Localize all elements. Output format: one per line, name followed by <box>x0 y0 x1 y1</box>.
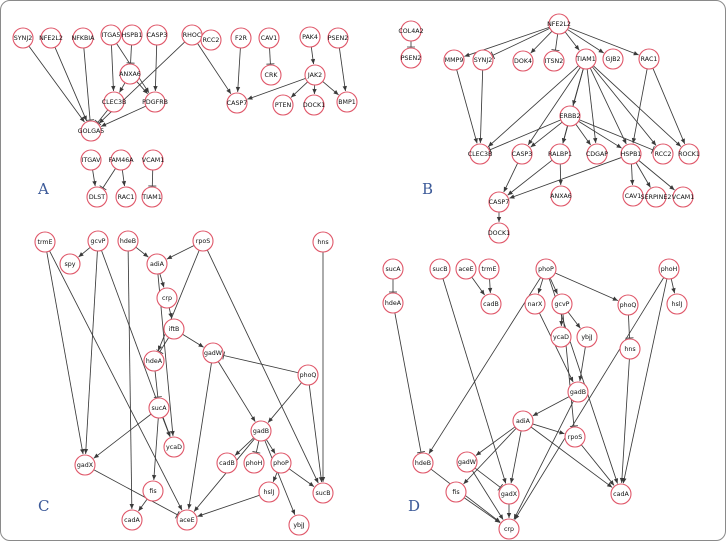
gene-node <box>489 192 510 212</box>
edge-panel-2 <box>273 472 277 482</box>
edge-panel-0 <box>100 168 116 190</box>
edge-panel-2 <box>78 247 90 257</box>
edge-panel-3 <box>620 359 630 483</box>
gene-node-label: gadB <box>252 428 270 435</box>
edge-panel-1 <box>592 67 656 146</box>
gene-node <box>122 25 143 45</box>
edge-panel-0 <box>236 48 241 92</box>
gene-node <box>164 437 184 457</box>
gene-node-label: GOLGA5 <box>77 128 105 135</box>
gene-node-label: phoP <box>273 460 289 467</box>
gene-node-label: rpoS <box>195 238 211 245</box>
gene-node <box>72 28 96 48</box>
gene-node-label: ybjJ <box>581 334 593 341</box>
gene-node <box>473 50 493 70</box>
gene-node-label: ybjJ <box>293 522 305 529</box>
gene-node <box>653 144 673 164</box>
edge-panel-3 <box>533 397 569 416</box>
gene-node <box>512 144 533 164</box>
edge-panel-0 <box>111 45 115 91</box>
edge-panel-1 <box>630 164 634 185</box>
gene-node <box>244 453 264 473</box>
edge-panel-2 <box>167 245 194 259</box>
gene-node-label: sucA <box>151 405 167 412</box>
gene-node <box>577 327 597 347</box>
gene-node-label: ANXA6 <box>119 71 141 78</box>
gene-node <box>35 232 55 252</box>
gene-node-label: cadB <box>219 460 235 467</box>
gene-node-label: RHOC <box>182 32 202 39</box>
gene-node-label: cadA <box>124 517 140 524</box>
gene-node-label: RCC2 <box>202 37 220 44</box>
gene-node-label: adiA <box>516 418 530 425</box>
edge-panel-2 <box>154 371 162 398</box>
gene-node <box>456 259 476 279</box>
gene-node <box>143 481 163 501</box>
gene-node <box>122 510 142 530</box>
edge-panel-0 <box>291 82 308 98</box>
edge-panel-2 <box>218 362 255 422</box>
gene-node-label: spy <box>64 261 76 268</box>
gene-node <box>499 484 519 504</box>
edge-panel-2 <box>289 469 314 487</box>
edge-panel-3 <box>507 504 511 518</box>
gene-node-label: hdeA <box>145 358 163 365</box>
gene-node-label: PSEN2 <box>327 35 349 42</box>
gene-node <box>81 150 101 170</box>
gene-node-label: RAC1 <box>117 194 135 201</box>
gene-node-label: CASP3 <box>146 32 168 39</box>
gene-node <box>641 187 672 207</box>
gene-node <box>398 21 423 41</box>
gene-node <box>551 327 571 347</box>
gene-node <box>300 27 320 47</box>
gene-node-label: fis <box>452 489 460 496</box>
gene-node <box>560 106 581 126</box>
gene-node <box>639 49 659 69</box>
edge-panel-2 <box>160 274 165 288</box>
gene-node-label: sucA <box>385 266 401 273</box>
gene-node <box>618 295 638 315</box>
gene-node-label: phoQ <box>299 372 317 379</box>
edge-panel-2 <box>138 499 147 511</box>
gene-node-label: gadX <box>76 462 94 469</box>
edge-panel-0 <box>339 48 347 91</box>
gene-node-label: DLST <box>88 194 106 201</box>
gene-node <box>547 14 571 34</box>
gene-node-label: SYNJ2 <box>13 35 33 42</box>
edge-panel-1 <box>531 31 552 53</box>
edge-panel-0 <box>198 43 231 93</box>
gene-node-label: hns <box>317 239 329 246</box>
gene-node-label: fis <box>149 488 157 495</box>
gene-node-label: HSPB1 <box>121 32 143 39</box>
gene-node <box>313 483 333 503</box>
gene-node-label: hdeB <box>414 460 432 467</box>
gene-node <box>101 25 121 45</box>
gene-node-label: ITSN2 <box>544 58 564 65</box>
edge-panel-3 <box>539 313 573 382</box>
gene-node-label: cadB <box>483 301 499 308</box>
gene-node-label: DOCK1 <box>487 230 511 237</box>
edge-panel-1 <box>407 41 415 47</box>
gene-node-label: gadX <box>500 491 518 498</box>
edge-panel-0 <box>311 47 315 64</box>
gene-node-label: hdeB <box>119 238 137 245</box>
gene-node-label: gadB <box>569 389 587 396</box>
edge-panel-3 <box>626 315 634 338</box>
gene-node-label: aceE <box>179 517 195 524</box>
gene-node <box>303 95 325 115</box>
edge-panel-1 <box>552 34 560 51</box>
gene-node <box>203 343 223 363</box>
panel-label: A <box>38 180 49 198</box>
edge-panel-3 <box>510 431 521 483</box>
gene-node-label: narX <box>527 301 543 308</box>
gene-node-label: CAV1 <box>260 35 278 42</box>
edge-panel-2 <box>136 247 149 257</box>
gene-node-label: hns <box>624 346 636 353</box>
gene-node-label: GJB2 <box>605 56 621 63</box>
gene-node-label: CAV1 <box>624 193 642 200</box>
gene-node <box>552 294 572 314</box>
gene-node <box>147 25 168 45</box>
gene-node-label: phoQ <box>619 302 637 309</box>
gene-node <box>337 92 357 112</box>
gene-node-label: phoP <box>538 266 554 273</box>
edge-panel-1 <box>636 163 650 188</box>
gene-node-label: phoH <box>245 460 263 467</box>
gene-node-label: NFKBIA <box>71 35 95 42</box>
gene-node <box>141 187 162 207</box>
gene-node <box>217 453 237 473</box>
panel-label: B <box>422 180 434 198</box>
gene-node <box>259 28 279 48</box>
edge-panel-1 <box>562 126 568 144</box>
gene-node-label: NFE2L2 <box>39 35 63 42</box>
gene-node-label: CLEC3B <box>467 151 493 158</box>
gene-node <box>611 484 631 504</box>
gene-node-label: phoH <box>660 266 678 273</box>
gene-node-label: trmE <box>37 239 53 246</box>
panel-label: D <box>408 497 421 515</box>
gene-node <box>177 510 197 530</box>
edge-panel-2 <box>187 363 211 509</box>
gene-node-label: CASP7 <box>488 199 510 206</box>
gene-node <box>430 259 450 279</box>
gene-node-label: ycaD <box>166 444 182 451</box>
edge-panel-3 <box>475 468 503 490</box>
gene-node <box>119 64 141 84</box>
gene-node <box>227 93 248 113</box>
gene-node <box>446 482 466 502</box>
gene-node <box>87 187 107 207</box>
edge-panel-0 <box>148 170 156 186</box>
gene-node-label: iftB <box>168 326 180 333</box>
gene-node <box>499 519 519 539</box>
panel-label: C <box>38 497 50 515</box>
gene-node-label: RAC1 <box>640 56 658 63</box>
gene-node-label: crp <box>503 526 515 533</box>
gene-node <box>75 455 95 475</box>
gene-node-label: DOK4 <box>514 58 532 65</box>
gene-node-label: COL4A2 <box>398 28 424 35</box>
edge-panel-3 <box>472 277 485 295</box>
gene-node <box>678 144 700 164</box>
edge-panel-2 <box>321 252 325 482</box>
gene-node <box>383 293 403 313</box>
gene-node-label: PAK4 <box>302 34 318 41</box>
edge-panel-0 <box>29 46 85 122</box>
edge-panel-2 <box>197 495 259 517</box>
edge-panel-0 <box>119 83 125 93</box>
gene-node <box>298 365 318 385</box>
gene-node <box>116 187 136 207</box>
edge-panel-2 <box>207 250 318 483</box>
gene-node-label: adiA <box>150 261 164 268</box>
gene-node-label: trmE <box>481 266 497 273</box>
gene-node-label: CRK <box>264 72 278 79</box>
gene-node <box>603 49 623 69</box>
gene-node-label: DOCK1 <box>302 102 326 109</box>
edge-panel-3 <box>488 279 492 293</box>
edge-panel-2 <box>194 439 255 512</box>
gene-node-label: F2R <box>234 35 248 42</box>
gene-node-label: FAM46A <box>108 157 134 164</box>
gene-node <box>568 382 588 402</box>
edge-panel-1 <box>558 164 562 185</box>
gene-node-label: TIAM1 <box>142 194 162 201</box>
edge-panel-0 <box>323 81 339 94</box>
gene-node-label: gcvP <box>554 301 570 308</box>
gene-node <box>231 28 251 48</box>
edge-panel-3 <box>581 445 614 486</box>
gene-node-label: aceE <box>458 266 474 273</box>
edge-panel-1 <box>504 163 518 192</box>
edge-panel-1 <box>593 66 681 147</box>
edge-panel-2 <box>252 441 260 453</box>
gene-node <box>525 294 545 314</box>
gene-node <box>488 223 510 243</box>
gene-node <box>149 398 169 418</box>
gene-node-label: sucB <box>432 266 448 273</box>
gene-node-label: CASP7 <box>226 100 248 107</box>
gene-node <box>144 351 164 371</box>
gene-node <box>273 95 293 115</box>
gene-node-label: ycaD <box>553 334 569 341</box>
gene-node <box>313 232 333 252</box>
gene-node-label: gadW <box>203 350 223 357</box>
gene-node <box>271 453 291 473</box>
gene-node-label: VCAM1 <box>141 157 165 164</box>
gene-node-label: gcvP <box>90 238 106 245</box>
gene-node-label: SERPINE2 <box>640 194 672 201</box>
edge-panel-0 <box>84 48 94 120</box>
gene-node-label: gadW <box>457 459 477 466</box>
edge-panel-1 <box>497 212 501 222</box>
gene-node <box>118 231 138 251</box>
gene-node <box>401 48 422 68</box>
gene-node-label: hslJ <box>263 489 275 496</box>
gene-node-label: CASP3 <box>511 151 533 158</box>
edge-panel-3 <box>568 312 580 328</box>
gene-node-label: hdeA <box>384 300 402 307</box>
gene-node <box>544 51 564 71</box>
edge-panel-2 <box>84 251 98 454</box>
gene-node <box>142 92 168 112</box>
nodes-layer <box>13 14 700 539</box>
gene-node <box>621 144 642 164</box>
gene-node-label: ERBB2 <box>559 113 581 120</box>
gene-node <box>305 65 325 85</box>
gene-node <box>182 25 202 45</box>
edge-panel-1 <box>508 160 552 195</box>
edge-panel-2 <box>152 418 158 480</box>
gene-node <box>147 254 167 274</box>
gene-node <box>102 92 127 112</box>
gene-node <box>13 28 33 48</box>
gene-node <box>164 319 184 339</box>
edge-panel-2 <box>94 414 151 458</box>
edge-panel-0 <box>266 48 274 64</box>
gene-node-label: BMP1 <box>338 99 356 106</box>
gene-node-label: crp <box>161 295 173 302</box>
gene-node-label: cadA <box>613 491 629 498</box>
gene-node-label: sucB <box>315 490 331 497</box>
gene-node-label: ITGA5 <box>101 32 121 39</box>
edge-panel-1 <box>653 68 685 144</box>
gene-node-label: VCAM1 <box>671 194 695 201</box>
gene-node <box>328 28 349 48</box>
edge-panel-1 <box>478 70 482 143</box>
gene-node-label: MMP9 <box>444 57 464 64</box>
edge-panel-2 <box>265 440 295 515</box>
gene-node-label: PSEN2 <box>400 55 422 62</box>
edge-panel-1 <box>565 32 579 50</box>
gene-node <box>550 186 572 206</box>
edge-panel-0 <box>122 170 126 186</box>
gene-node-label: CDGAP <box>585 151 609 158</box>
edge-panel-2 <box>163 417 171 436</box>
gene-node <box>383 259 403 279</box>
edge-panel-3 <box>671 279 675 294</box>
edge-panel-2 <box>309 385 323 482</box>
gene-node <box>201 30 221 50</box>
edge-panel-3 <box>476 427 515 456</box>
edge-panel-3 <box>395 313 425 453</box>
gene-node <box>565 427 585 447</box>
gene-node <box>536 259 556 279</box>
gene-node <box>672 187 694 207</box>
edge-panel-1 <box>639 160 675 190</box>
gene-node <box>60 254 80 274</box>
gene-node <box>142 150 164 170</box>
gene-node-label: rpoS <box>567 434 583 441</box>
gene-node <box>457 452 477 472</box>
gene-node-label: PDGFRB <box>142 99 168 106</box>
gene-node <box>413 453 433 473</box>
edge-panel-1 <box>568 28 638 56</box>
gene-node <box>289 515 309 535</box>
edge-panel-0 <box>92 170 96 186</box>
edge-panel-3 <box>464 498 500 523</box>
gene-node <box>444 50 464 70</box>
gene-node-label: RCC2 <box>654 151 672 158</box>
gene-node-label: NFE2L2 <box>547 21 571 28</box>
gene-node-label: PTEN <box>274 102 292 109</box>
gene-node <box>108 150 134 170</box>
edge-panel-0 <box>312 85 316 94</box>
gene-node <box>667 294 687 314</box>
edge-panel-1 <box>457 70 478 144</box>
gene-node <box>513 411 533 431</box>
network-figure <box>1 1 725 540</box>
gene-node-label: hslJ <box>671 301 683 308</box>
gene-node <box>586 144 608 164</box>
gene-node-label: TIAM1 <box>576 56 596 63</box>
edge-panel-2 <box>235 438 254 456</box>
gene-node <box>157 288 177 308</box>
gene-node <box>261 65 281 85</box>
gene-node-label: HSPB1 <box>620 151 642 158</box>
gene-node <box>575 49 596 69</box>
gene-node <box>259 482 279 502</box>
gene-node <box>193 231 213 251</box>
edge-panel-3 <box>389 279 397 292</box>
gene-node <box>513 51 533 71</box>
gene-node <box>481 294 501 314</box>
gene-node <box>88 231 108 251</box>
gene-node-label: ROCK1 <box>678 151 700 158</box>
gene-node-label: ITGAV <box>81 157 101 164</box>
edge-panel-2 <box>183 334 204 347</box>
gene-node <box>39 28 63 48</box>
gene-node <box>251 421 271 441</box>
gene-node-label: ANXA6 <box>550 193 572 200</box>
edge-panel-2 <box>128 251 134 509</box>
gene-node <box>620 339 640 359</box>
gene-node-label: SYNJ2 <box>473 57 493 64</box>
gene-node <box>479 259 499 279</box>
gene-node-label: JAK2 <box>307 72 323 79</box>
gene-node-label: RALBP1 <box>547 151 573 158</box>
gene-node-label: CLEC3B <box>101 99 127 106</box>
gene-node <box>659 259 679 279</box>
edge-panel-0 <box>55 47 87 121</box>
